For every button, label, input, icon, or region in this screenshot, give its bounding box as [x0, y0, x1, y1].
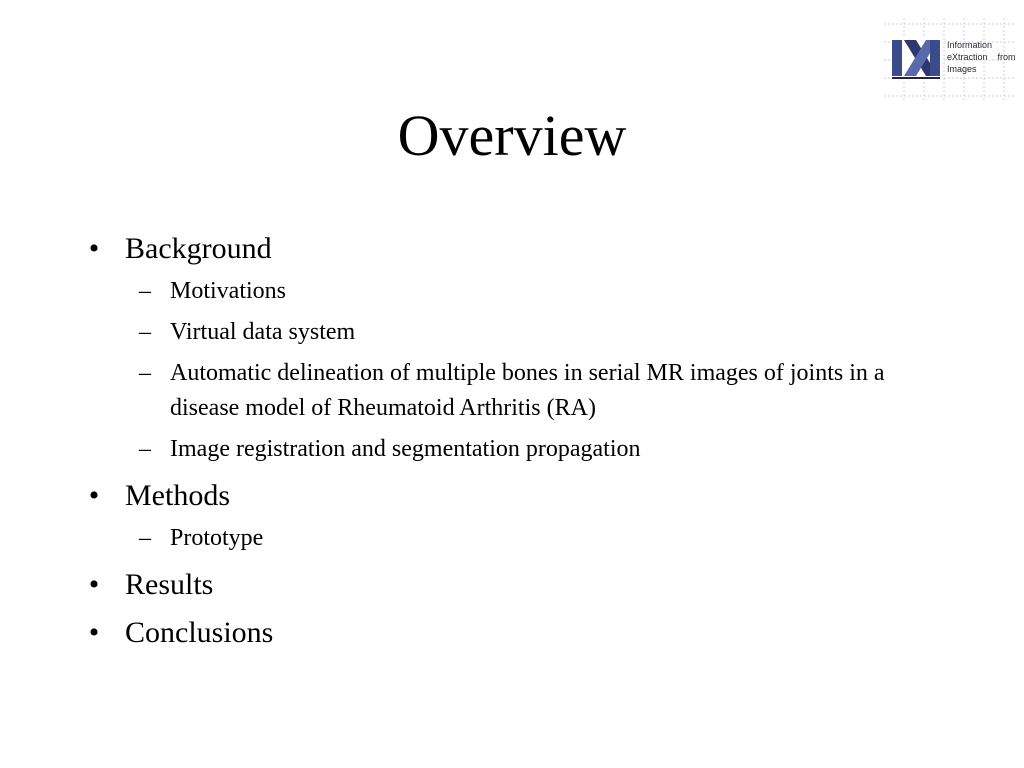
sub-item-virtual-data-system: [84, 315, 944, 350]
logo-line-1: Information: [947, 40, 993, 50]
bullet-label: Conclusions: [125, 616, 274, 649]
dash-icon: –: [139, 319, 151, 345]
dash-icon: –: [139, 278, 151, 304]
bullet-icon: •: [88, 568, 100, 601]
logo-line-2b: from: [997, 52, 1016, 62]
dash-icon: –: [139, 436, 151, 462]
bullet-label: Background: [125, 232, 272, 265]
bullet-item-background: [84, 226, 944, 272]
sub-item-label: Virtual data system: [170, 319, 356, 345]
logo-line-3: Images: [947, 64, 977, 74]
logo-line-2: [947, 51, 1016, 63]
sub-item-automatic-delineation: [84, 356, 944, 426]
logo-line-2a: eXtraction: [947, 52, 988, 62]
sub-item-label: Automatic delineation of multiple bones in serial MR images of joints in a disease model of Rheumatoid Arthritis (RA): [170, 360, 885, 421]
sub-item-label: Image registration and segmentation propagation: [170, 436, 641, 462]
bullet-item-results: [84, 562, 944, 608]
bullet-icon: •: [88, 616, 100, 649]
bullet-item-methods: [84, 473, 944, 519]
sub-item-prototype: [84, 521, 944, 556]
ixi-logo: [884, 18, 1016, 102]
ixi-logo-text: [947, 39, 1016, 75]
bullet-label: Methods: [125, 479, 230, 512]
dash-icon: –: [139, 525, 151, 551]
bullet-icon: •: [88, 232, 100, 265]
bullet-list: [84, 226, 944, 656]
dash-icon: –: [139, 360, 151, 386]
sub-item-label: Prototype: [170, 525, 264, 551]
sub-item-image-registration: [84, 432, 944, 467]
slide-title: Overview: [397, 103, 627, 168]
bullet-item-conclusions: [84, 610, 944, 656]
sub-item-motivations: [84, 274, 944, 309]
sub-item-label: Motivations: [170, 278, 287, 304]
bullet-icon: •: [88, 479, 100, 512]
bullet-label: Results: [125, 568, 214, 601]
